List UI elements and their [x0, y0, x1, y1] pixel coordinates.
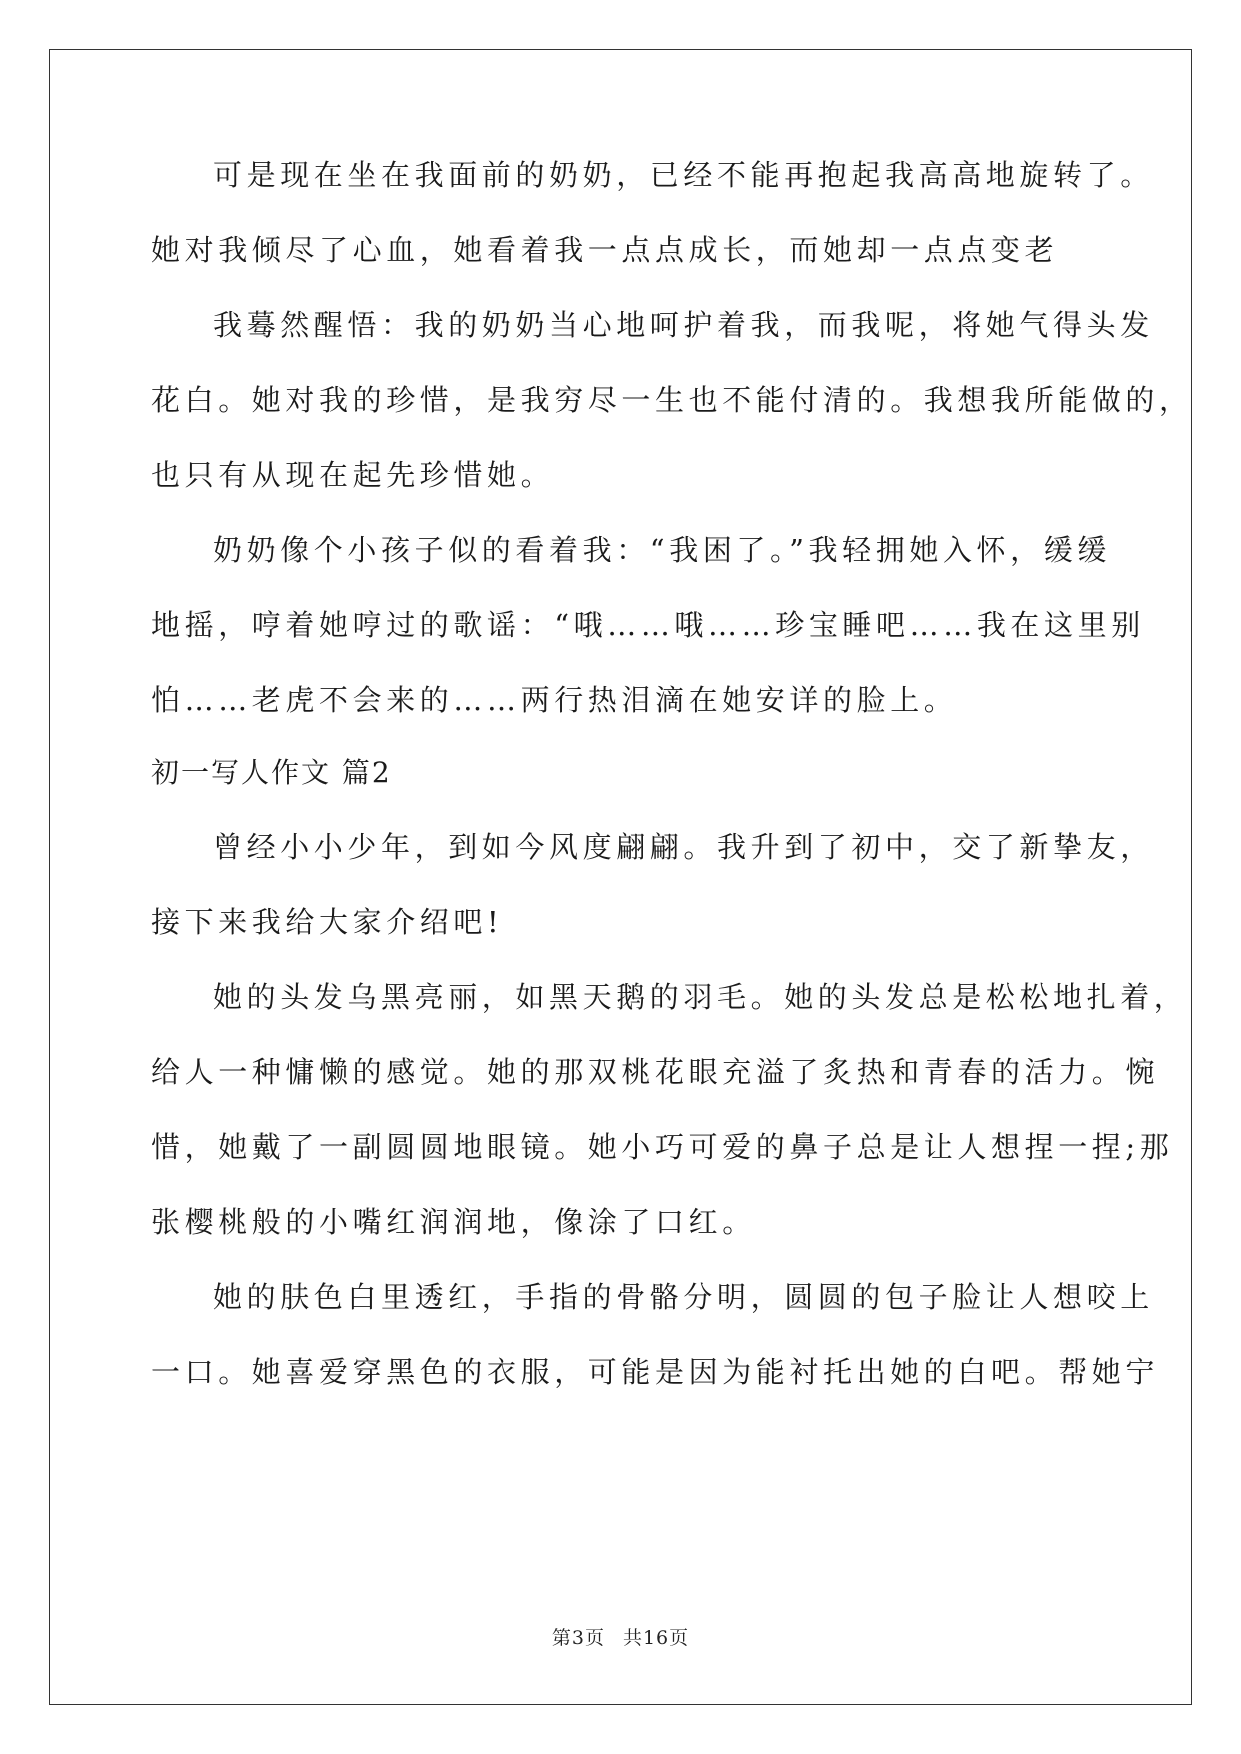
paragraph-line: 她的肤色白里透红，手指的骨骼分明，圆圆的包子脸让人想咬上 [213, 1280, 1154, 1314]
paragraph-line: 花白。她对我的珍惜，是我穷尽一生也不能付清的。我想我所能做的， [151, 383, 1193, 417]
paragraph-line: 奶奶像个小孩子似的看着我：“我困了。”我轻拥她入怀，缓缓 [213, 533, 1111, 567]
paragraph-line: 她对我倾尽了心血，她看着我一点点成长，而她却一点点变老 [151, 233, 1059, 267]
paragraph-line: 我蓦然醒悟：我的奶奶当心地呵护着我，而我呢，将她气得头发 [213, 308, 1154, 342]
section-heading: 初一写人作文 篇2 [151, 756, 392, 789]
paragraph-line: 一口。她喜爱穿黑色的衣服，可能是因为能衬托出她的白吧。帮她宁 [151, 1355, 1160, 1389]
paragraph-line: 张樱桃般的小嘴红润润地，像涂了口红。 [151, 1205, 756, 1239]
paragraph-line: 她的头发乌黑亮丽，如黑天鹅的羽毛。她的头发总是松松地扎着， [213, 980, 1188, 1014]
paragraph-line: 也只有从现在起先珍惜她。 [151, 458, 555, 492]
paragraph-line: 接下来我给大家介绍吧! [151, 905, 504, 939]
paragraph-line: 地摇，哼着她哼过的歌谣：“哦……哦……珍宝睡吧……我在这里别 [151, 608, 1145, 642]
paragraph-line: 可是现在坐在我面前的奶奶，已经不能再抱起我高高地旋转了。 [213, 158, 1154, 192]
paragraph-line: 曾经小小少年，到如今风度翩翩。我升到了初中，交了新挚友， [213, 830, 1154, 864]
page-border [49, 49, 1192, 1705]
page-footer [0, 1623, 1241, 1650]
paragraph-line: 怕……老虎不会来的……两行热泪滴在她安详的脸上。 [151, 683, 958, 717]
paragraph-line: 惜，她戴了一副圆圆地眼镜。她小巧可爱的鼻子总是让人想捏一捏;那 [151, 1130, 1174, 1164]
page-number: 第3页 [551, 1627, 605, 1649]
paragraph-line: 给人一种慵懒的感觉。她的那双桃花眼充溢了炙热和青春的活力。惋 [151, 1055, 1160, 1089]
page-total: 共16页 [622, 1627, 690, 1649]
